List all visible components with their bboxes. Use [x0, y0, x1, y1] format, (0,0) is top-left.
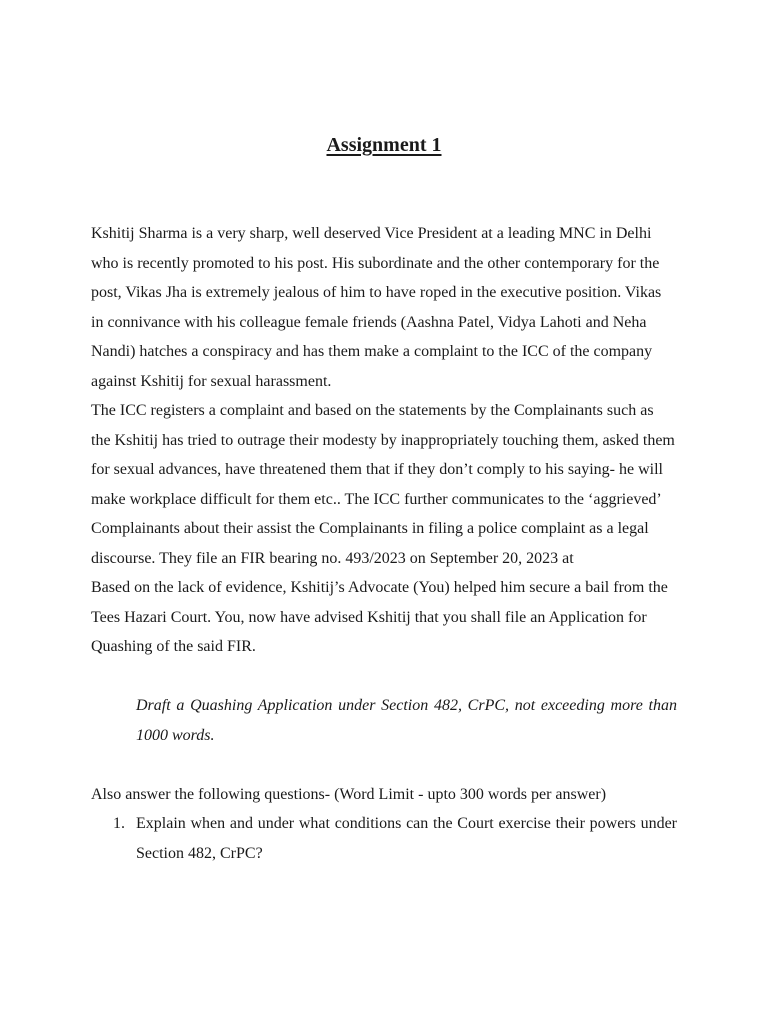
questions-intro: Also answer the following questions- (Word Limit - upto 300 words per answer) — [91, 785, 607, 803]
question-item — [91, 809, 677, 868]
question-list — [91, 809, 677, 868]
paragraph-facts: Kshitij Sharma is a very sharp, well deserved Vice President at a leading MNC in Delhi who is recently promoted to his post. His subordinate and the other contemporary for the post, Vikas Jha is extremely jealous of him to have roped in the executive position. Vikas in connivance with his colleague female friends (Aashna Patel, Vidya Lahoti and Neha Nandi) hatches a conspiracy and has them make a complaint to the ICC of the company against Kshitij for sexual harassment. — [91, 225, 662, 390]
spacer — [91, 662, 677, 692]
paragraph-icc-complaint: The ICC registers a complaint and based on the statements by the Complainants such as the Kshitij has tried to outrage their modesty by inappropriately touching them, asked them for sexual advances, have threatened them that if they don’t comply to his saying- he will make workplace difficult for them etc.. The ICC further communicates to the ‘aggrieved’ Complainants about their assist the Complainants in filing a police complaint as a legal discourse. They file an FIR bearing no. 493/2023 on September 20, 2023 at — [91, 402, 675, 567]
question-text: Explain when and under what conditions can the Court exercise their powers under Section 482, CrPC? — [136, 815, 677, 862]
question-number: 1. — [113, 815, 125, 832]
spacer — [91, 750, 677, 780]
assignment-instruction: Draft a Quashing Application under Section 482, CrPC, not exceeding more than 1000 words. — [136, 697, 677, 744]
document-title — [0, 131, 768, 159]
paragraph-bail: Based on the lack of evidence, Kshitij’s Advocate (You) helped him secure a bail from the Tees Hazari Court. You, now have advised Kshitij that you shall file an Application for Quashing of the said FIR. — [91, 579, 668, 655]
document-body — [91, 219, 677, 868]
title-text: Assignment 1 — [326, 134, 442, 156]
